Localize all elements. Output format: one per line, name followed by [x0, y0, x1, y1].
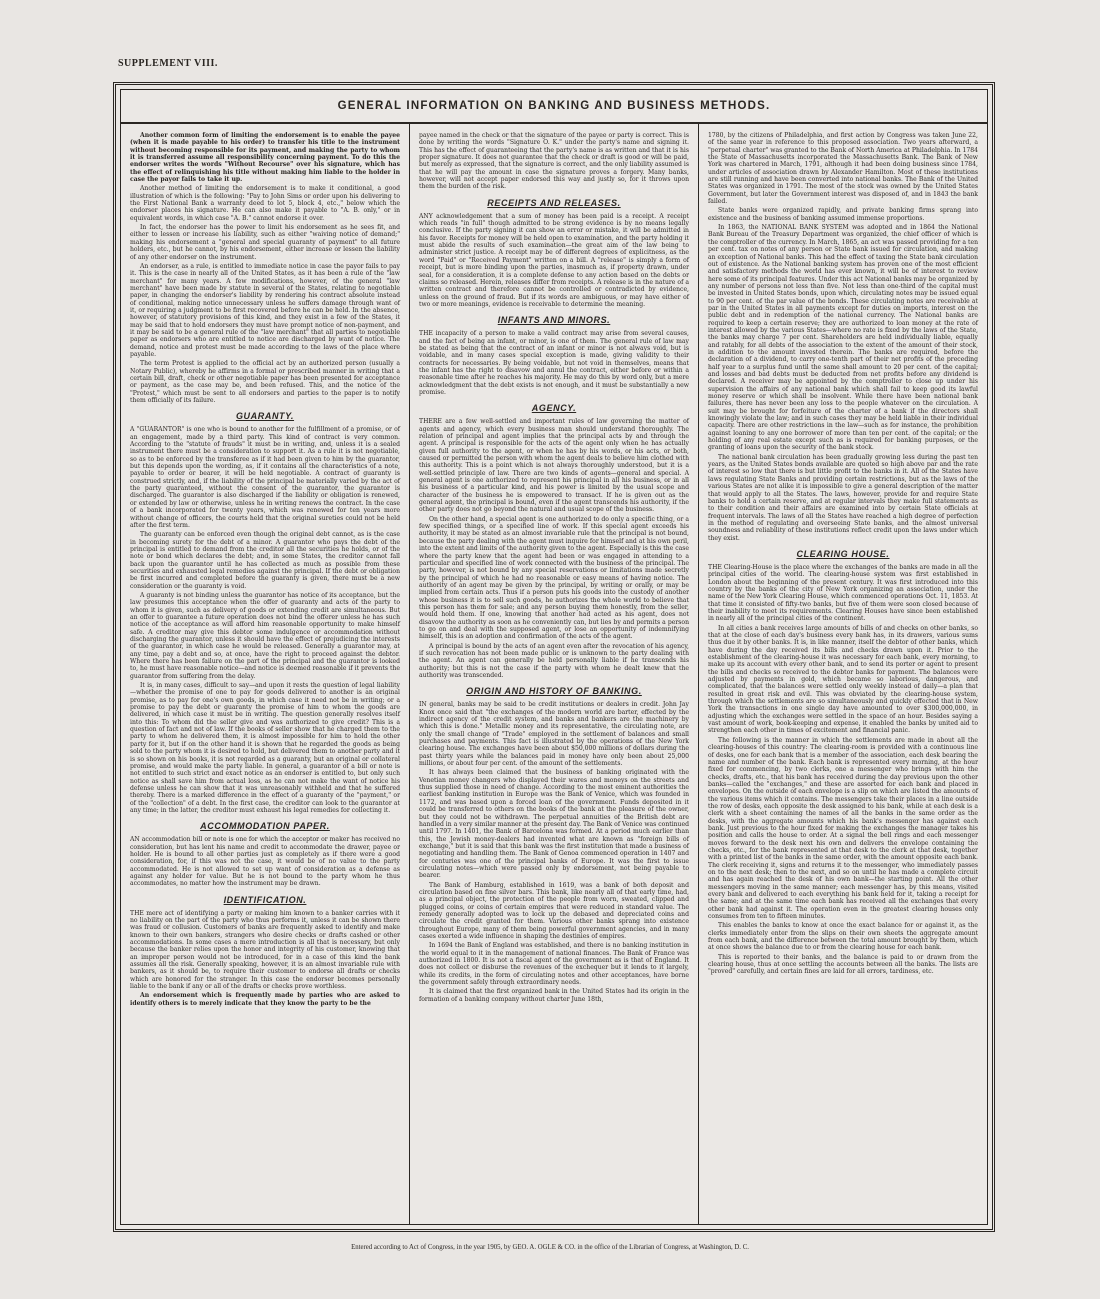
paragraph: THERE are a few well-settled and important rules of law governing the matter of agents and agency, which every business man should understand thoroughly. The relation of principal and agent implies that the principal acts by and through the agent. A principal is responsible for the acts of the agent only when he has actually given full authority to the agent, or when he has by his words, or his acts, or both, caused or permitted the person with whom the agent deals to believe him clothed with this authority. This is a point which is not always thoroughly understood, but it is a well-settled principle of law. There are two kinds of agents—general and special. A general agent is one authorized to represent his principal in all his business, or in all his business of a particular kind, and his power is limited by the usual scope and character of the business he is empowered to transact. If he is given out as the general agent, the principal is bound, even if the agent transcends his authority, if the other party does not go beyond the natural and usual scope of the business. [419, 418, 689, 514]
column-2 [409, 124, 698, 1224]
paragraph: In 1863, the NATIONAL BANK SYSTEM was adopted and in 1864 the National Bank Bureau of the Treasury Department was organized, the chief officer of which is the comptroller of the currency. In March, 1865, an act was passed providing for a ten per cent. tax on notes of any person or State bank issued for circulation, and making an exception of National banks. This had the effect of taxing the State bank circulation out of existence. As the National banking system has proven one of the most efficient and satisfactory methods the world has ever known, it will be of interest to review here some of its principal features. Under this act National banks may be organized by any number of persons not less than five. Not less than one-third of the capital must be invested in United States bonds, upon which, circulating notes may be issued equal to 90 per cent. of the par value of the bonds. These circulating notes are receivable at par in the United States in all payments except for duties on imports, interest on the public debt and in redemption of the national currency. The National banks are required to keep a certain reserve; they are authorized to loan money at the rate of interest allowed by the various States—where no rate is fixed by the laws of the State, the banks may charge 7 per cent. Shareholders are held individually liable, equally and ratably, for all debts of the association to the extent of the amount of their stock, in addition to the amount invested therein. The banks are required, before the declaration of a dividend, to carry one-tenth part of their net profits of the preceding half year to a surplus fund until the same shall amount to 20 per cent. of the capital; and losses and bad debts must be deducted from net profits before any dividend is declared. A receiver may be appointed by the comptroller to close up under his supervision the affairs of any national bank which shall fail to keep good its lawful money reserve or which shall be insolvent. While there have been national bank failures, there has never been any loss to the people whatever on the circulation. A suit may be brought for forfeiture of the charter of a bank if the directors shall knowingly violate the law; and in such cases they may be held liable in their individual capacity. There are other restrictions in the law—such as for instance, the prohibition against loaning to any one borrower of more than ten per cent. of the capital; or the holding of any real estate except such as is required for banking purposes, or the granting of loans upon the security of the bank stock. [708, 224, 978, 452]
supplement-label: SUPPLEMENT VIII. [118, 58, 218, 69]
paragraph: State banks were organized rapidly, and private banking firms sprang into existence and the business of banking assumed immense proportions. [708, 207, 978, 222]
column-3 [698, 124, 987, 1224]
paragraph: THE incapacity of a person to make a valid contract may arise from several causes, and the fact of being an infant, or minor, is one of them. The general rule of law may be stated as being that the contract of an infant or minor is not always void, but is voidable, and in many cases special exception is made, giving validity to their contracts for necessaries. By being voidable, but not void in themselves, means that the infant has the right to disavow and annul the contract, either before or within a reasonable time after he reaches his majority. He may do this by word only, but a mere acknowledgment that the debt exists is not enough, and it must be substantially a new promise. [419, 330, 689, 396]
paragraph: A "GUARANTOR" is one who is bound to another for the fulfillment of a promise, or of an engagement, made by a third party. This kind of contract is very common. According to the "statute of frauds" it must be in writing, and, unless it is a sealed instrument there must be a consideration to support it. As a rule it is not negotiable, so as to be enforced by the transferee as if it had been given to him by the guarantor, but this depends upon the wording, as, if it contains all the characteristics of a note, payable to order or bearer, it will be held negotiable. A contract of guaranty is construed strictly, and, if the liability of the principal be materially varied by the act of the party guaranteed, without the consent of the guarantor, the guarantor is discharged. The guarantor is also discharged if the liability or obligation is renewed, or extended by law or otherwise, unless he in writing renews the contract. In the case of a bank incorporated for twenty years, which was renewed for ten years more without change of officers, the courts held that the original sureties could not be held after the first term. [130, 426, 400, 529]
copyright-footer: Entered according to Act of Congress, in the year 1905, by GEO. A. OGLE & CO. in the office of the Librarian of Congress, at Washington, D. C. [351, 1244, 749, 1251]
paragraph: AN accommodation bill or note is one for which the acceptor or maker has received no consideration, but has lent his name and credit to accommodate the drawer, payee or holder. He is bound to all other parties just as completely as if there were a good consideration, for, if this was not the case, it would be of no value to the party accommodated. He is not allowed to set up want of consideration as a defense as against any holder for value. But he is not bound to the party whom he thus accommodates, no matter how the instrument may be drawn. [130, 836, 400, 888]
paragraph: It has always been claimed that the business of banking originated with the Venetian money changers who displayed their wares and moneys on the streets and thus supplied those in need of change. According to the most eminent authorities the earliest banking institution in Europe was the Bank of Venice, which was founded in 1172, and was based upon a forced loan of the government. Funds deposited in it could be transferred to others on the books of the bank at the pleasure of the owner, but they could not be withdrawn. The perpetual annuities of the British debt are handled in a very similar manner at the present day. The Bank of Venice was continued until 1797. In 1401, the Bank of Barcelona was formed. At a period much earlier than this, the Jewish money-dealers had invented what are known as "foreign bills of exchange," but it is said that this bank was the first institution that made a business of negotiating and handling them. The Bank of Genoa commenced operation in 1407 and for centuries was one of the principal banks of Europe. It was the first to issue circulating notes—which were passed only by endorsement, not being payable to bearer. [419, 769, 689, 880]
heading-agency: AGENCY. [531, 403, 577, 414]
paragraph: The guaranty can be enforced even though the original debt cannot, as is the case in becoming surety for the debt of a minor. A guarantor who pays the debt of the principal is entitled to demand from the creditor all the securities he holds, or of the note or bond which declares the debt; and, in some States, the creditor cannot fall back upon the guarantor until he has collected as much as possible from these securities and exhausted legal remedies against the principal. If the debt or obligation be first incurred and completed before the guaranty is given, there must be a new consideration or the guaranty is void. [130, 531, 400, 590]
paragraph: payee named in the check or that the signature of the payee or party is correct. This is done by writing the words "Signature O. K." under the party's name and signing it. This has the effect of guaranteeing that the party's name is as written and that it is his proper signature. It does not guarantee that the check or draft is good or will be paid, but merely as expressed, that the signature is correct, and the only liability assumed is that he will pay the amount in case the signature proves a forgery. Many banks, however, will not accept paper endorsed this way and justly so, for it throws upon them the burden of the risk. [419, 132, 689, 191]
column-1 [121, 124, 409, 1224]
paragraph: A guaranty is not binding unless the guarantor has notice of its acceptance, but the law presumes this acceptance when the offer of guaranty and acts of the party to whom it is given, such as delivery of goods or extending credit are simultaneous. But an offer to guarantee a future operation does not bind the offerer unless he has such notice of the acceptance as will afford him reasonable opportunity to make himself safe. A creditor may give this debtor some indulgence or accommodation without discharging the guarantor, unless it should have the effect of prejudicing the interests of the guarantor, in which case he would be released. Generally a guarantor may, at any time, pay a debt and so, at once, have the right to proceed against the debtor. Where there has been failure on the part of the principal and the guarantor is looked to, he must have reasonable notice—and notice is deemed reasonable if it prevents the guarantor from suffering from the delay. [130, 591, 400, 680]
paragraph: The following is the manner in which the settlements are made in about all the clearing-houses of this country: The clearing-room is provided with a continuous line of desks, one for each bank that is a member of the association, each desk bearing the name and number of the bank. Each bank is represented every morning, at the hour fixed for commencing, by two clerks, one a messenger who brings with him the checks, drafts, etc., that his bank has received during the day previous upon the other banks—called the "exchanges," and these are assorted for each bank and placed in envelopes. On the outside of each envelope is a slip on which are listed the amounts of the various items which it contains. The messengers take their places in a line outside the row of desks, each opposite the desk assigned to his bank, while at each desk is a clerk with a sheet containing the names of all the banks in the same order as the desks, with the aggregate amounts which his bank's messenger has against each bank. Just previous to the hour fixed for making the exchanges the manager takes his position and calls the house to order. At a signal the bell rings and each messenger moves forward to the desk next his own and delivers the envelope containing the checks, etc., for the bank represented at that desk to the clerk at that desk, together with a printed list of the banks in the same order, with the amount opposite each bank. The clerk receiving it, signs and returns it to the messenger, who immediately passes on to the next desk; then to the next, and so on until he has made a complete circuit and has again reached the desk of his own bank—the starting point. All the other messengers moving in the same manner; each messenger has, by this means, visited every bank and delivered to each everything his bank held for it, taking a receipt for the same; and at the same time each bank has received all the exchanges that every other bank had against it. The operation even in the greatest clearing houses only consumes from ten to fifteen minutes. [708, 736, 978, 921]
paragraph: The term Protest is applied to the official act by an authorized person (usually a Notary Public), whereby he affirms in a formal or prescribed manner in writing that a certain bill, draft, check or other negotiable paper has been presented for acceptance or payment, as the case may be, and been refused. This, and the notice of the "Protest," which must be sent to all endorsers and parties to the paper is to notify them officially of its failure. [130, 360, 400, 405]
paragraph: An endorser, as a rule, is entitled to immediate notice in case the payor fails to pay it. This is the case in nearly all of the United States, as it has been a rule of the "law merchant" for many years. A few modifications, however, of the general "law merchant" have been made by statute in several of the States, relating to negotiable paper, in changing the endorser's liability by rendering his contract absolute instead of conditional, making notice unnecessary unless he suffers damage through want of it, or requiring a judgment to be first recovered before he can be held. In the absence, however, of statutory provisions of this kind, and they exist in a few of the States, it may be said that to hold endorsers they must have prompt notice of non-payment, and it may be said to be a general rule of the "law merchant" that all parties to negotiable paper as endorsers who are entitled to notice are discharged by want of notice. The demand, notice and protest must be made according to the laws of the place where payable. [130, 262, 400, 358]
heading-origin-and-history-of-banking: ORIGIN AND HISTORY OF BANKING. [466, 686, 642, 697]
columns [121, 124, 987, 1224]
paragraph: This is reported to their banks, and the balance is paid to or drawn from the clearing house, thus at once settling the accounts between all the banks. The lists are "proved" carefully, and certain fines are laid for all errors, tardiness, etc. [708, 953, 978, 976]
paragraph: It is, in many cases, difficult to say—and upon it rests the question of legal liability—whether the promise of one to pay for goods delivered to another is an original promise, as to pay for one's own goods, in which case it need not be in writing; or a promise to pay the debt or guaranty the promise of him to whom the goods are delivered, in which case it must be in writing. The question generally resolves itself into this: To whom did the seller give and was authorized to give credit? This is a question of fact and not of law. If the books of seller show that he charged them to the party to whom he delivered them, it is almost impossible for him to hold the other party for it, but if on the other hand it is shown that he regarded the goods as being sold to the party whom it is desired to hold, but delivered them to another party and it is so shown on his books, it is not regarded as a guaranty, but an original or collateral promise, and would make the party liable. In general, a guarantor of a bill or note is not entitled to such strict and exact notice as an endorser is entitled to, but only such notice as shall save him from actual loss, as he can not make the want of notice his defense unless he can show that it was unreasonably withheld and that he suffered thereby. There is a marked difference in the effect of a guaranty of the "payment," or of the "collection" of a debt. In the first case, the creditor can look to the guarantor at any time; in the latter, the creditor must exhaust his legal remedies for collecting it. [130, 682, 400, 814]
paragraph: The national bank circulation has been gradually growing less during the past ten years, as the United States bonds available are quoted so high above par and the rate of interest so low that there is but little profit to the banks in it. All of the States have laws regulating State Banks and providing certain restrictions, but as the laws of the various States are not alike it is impossible to give a general description of the matter that would apply to all the States. The laws, however, provide for and require State banks to hold a certain reserve, and at regular intervals they make full statements as to their condition and their affairs are examined into by certain State officials at frequent intervals. The laws of all the States have reached a high degree of perfection in the method of regulating and overseeing State banks, and the almost universal soundness and reliability of these institutions reflect credit upon the laws under which they exist. [708, 453, 978, 542]
paragraph: On the other hand, a special agent is one authorized to do only a specific thing, or a few specified things, or a specified line of work. If this special agent exceeds his authority, it may be stated as an almost invariable rule that the principal is not bound, because the party dealing with the agent must inquire for himself and at his own peril, into the extent and limits of the authority given to the agent. Especially is this the case where the party knew that the agent had been or was engaged in attending to a particular and specified line of work connected with the business of the principal. The party, however, is not bound by any special reservations or limitations made secretly by the principal of which he had no reasonable or easy means of having notice. The authority of an agent may be given by the principal, by writing or orally, or may be implied from certain acts. Thus if a person puts his goods into the custody of another whose business it is to sell such goods, he authorizes the whole world to believe that this person has them for sale; and any person buying them honestly, from the seller, would hold them. If one, knowing that another had acted as his agent, does not disavow the authority as soon as he conveniently can, but lies by and permits a person to go on and deal with the supposed agent, or lose an opportunity of indemnifying himself, this is an adoption and confirmation of the acts of the agent. [419, 515, 689, 641]
heading-accommodation-paper: ACCOMMODATION PAPER. [200, 821, 330, 832]
heading-infants-and-minors: INFANTS AND MINORS. [497, 315, 611, 326]
paragraph: THE Clearing-House is the place where the exchanges of the banks are made in all the principal cities of the world. The clearing-house system was first established in London about the beginning of the present century. It was first introduced into this country by the banks of the city of New York organizing an association, under the name of the New York Clearing House, which commenced operations Oct. 11, 1853. At that time it consisted of fifty-two banks, but five of them were soon closed because of their inability to meet its requirements. Clearing Houses have since been established in nearly all of the principal cities of the continent. [708, 563, 978, 623]
page-title: GENERAL INFORMATION ON BANKING AND BUSINESS METHODS. [337, 100, 771, 112]
paragraph: IN general, banks may be said to be credit institutions or dealers in credit. John Jay Knox once said that "the exchanges of the modern world are barter, effected by the indirect agency of the credit system, and banks and bankers are the machinery by which this is done." Metallic money and its representative, the circulating note, are only the small change of "Trade" employed in the settlement of balances and small purchases and payments. This fact is illustrated by the operations of the New York clearing house. The exchanges have been about $50,000 millions of dollars during the past thirty years while the balances paid in money have only been about 25,000 millions, or about four per cent. of the amount of the settlements. [419, 701, 689, 768]
paragraph: The Bank of Hamburg, established in 1619, was a bank of both deposit and circulation based on fine silver bars. This bank, like nearly all of that early time, had, as a principal object, the protection of the people from worn, sweated, clipped and plugged coins, or coins of certain empires that were reduced in standard value. The remedy generally adopted was to lock up the debased and depreciated coins and circulate the credit granted for them. Various other banks sprang into existence throughout Europe, many of them being powerful government agencies, and in many cases exerted a wide influence in shaping the destinies of empires. [419, 881, 689, 940]
paragraph: THE mere act of identifying a party or making him known to a banker carries with it no liability on the part of the party who thus performs it, unless it can be shown there was fraud or collusion. Customers of banks are frequently asked to identify and make known to their own bankers, strangers who desire checks or drafts cashed or other accommodations. In some cases a mere introduction is all that is necessary, but only because the banker relies upon the honor and integrity of his customer, knowing that an improper person would not be introduced, for in a case of this kind the bank assumes all the risk. Generally speaking, however, it is an almost invariable rule with bankers, as it should be, to require their customer to endorse all drafts or checks which are honored for the stranger. In this case the endorser becomes personally liable to the bank if any or all of the drafts or checks prove worthless. [130, 909, 400, 991]
heading-receipts-and-releases: RECEIPTS AND RELEASES. [487, 197, 621, 208]
article-frame [113, 82, 995, 1232]
title-bar [121, 90, 987, 124]
heading-identification: IDENTIFICATION. [223, 894, 307, 905]
paragraph: This enables the banks to know at once the exact balance for or against it, as the clerks immediately enter from the slips on their own sheets the aggregate amount from each bank, and the difference between the total amount brought by them, which at once shows the balance due to or from the clearing house for each bank. [708, 922, 978, 952]
article-frame-inner [120, 89, 988, 1225]
paragraph: A principal is bound by the acts of an agent even after the revocation of his agency, if such revocation has not been made public or is unknown to the party dealing with the agent. An agent can generally be held personally liable if he transcends his authority; but this is not the case if the party with whom he dealt knew that the authority was transcended. [419, 642, 689, 679]
paragraph: In fact, the endorser has the power to limit his endorsement as he sees fit, and either to lessen or increase his liability, such as either "waiving notice of demand;" making his endorsement a "general and special guaranty of payment" to all future holders, etc., but he cannot, by his endorsement, either increase or lessen the liability of any other endorser on the instrument. [130, 224, 400, 261]
paragraph: Another common form of limiting the endorsement is to enable the payee (when it is made payable to his order) to transfer his title to the instrument without becoming responsible for its payment, and making the party to whom it is transferred assume all responsibility concerning payment. To do this the endorser writes the words "Without Recourse" over his signature, which has the effect of relinquishing his title without making him liable to the holder in case the payor fails to take it up. [130, 132, 400, 184]
paragraph: In all cities a bank receives large amounts of bills of and checks on other banks, so that at the close of each day's business every bank has, in its drawers, various sums thus due it by other banks. It is, in like manner, itself the debtor of other banks, which have during the day received its bills and checks drawn upon it. Prior to the establishment of the clearing-house it was necessary for each bank, every morning, to make up its account with every other bank, and to send its porter or agent to present the bills and checks so received to the debtor banks for payment. The balances were adjusted by payments in gold, which became so laborious, dangerous, and complicated, that the balances were settled only weekly instead of daily—a plan that resulted in great risk and evil. This was obviated by the clearing-house system, through which the settlements are so simultaneously and quickly effected that in New York the transactions in one single day have amounted to over $300,000,000, in adjusting which the exchanges were settled in the space of an hour. Besides saying a vast amount of work, book-keeping and expense, it enabled the banks by united aid to strengthen each other in times of excitement and financial panic. [708, 624, 978, 735]
paragraph: ANY acknowledgement that a sum of money has been paid is a receipt. A receipt which reads "in full" though admitted to be strong evidence is by no means legally conclusive. If the party signing it can show an error or mistake, it will be admitted in his favor. Receipts for money will be held open to examination, and the party holding it must abide the results of such examination—the great aim of the law being to administer strict justice. A receipt may be of different degrees of explicitness, as the word "Paid" or "Received Payment" written on a bill. A "release" is simply a form of receipt, but is more binding upon the parties, inasmuch as, if property drawn, under seal, for a consideration, it is a complete defense to any action based on the debts or claims so released. Herein, releases differ from receipts. A release is in the nature of a written contract and therefore cannot be controlled or contradicted by evidence, unless on the ground of fraud. But if its words are ambiguous, or may have either of two or more meanings, evidence is receivable to determine the meaning. [419, 212, 689, 308]
paragraph: In 1694 the Bank of England was established, and there is no banking institution in the world equal to it in the management of national finances. The Bank of France was authorized in 1800. It is not a fiscal agent of the government as is that of England. It does not collect or disburse the revenues of the exchequer but it lends to it largely, while its credits, in the form of circulating notes and other acceptances, have borne the government safely through extraordinary needs. [419, 942, 689, 987]
paragraph: An endorsement which is frequently made by parties who are asked to identify others is to merely indicate that they know the party to be the [130, 992, 400, 1007]
heading-clearing-house: CLEARING HOUSE. [796, 548, 890, 559]
paragraph: Another method of limiting the endorsement is to make it conditional, a good illustration of which is the following: "Pay to John Sims or order upon his delivering to the First National Bank a warranty deed to lot 5, block 4, etc.," below which the endorser places his signature. He can also make it payable to "A. B. only," or in equivalent words, in which case "A. B." cannot endorse it over. [130, 185, 400, 222]
paragraph: It is claimed that the first organized bank in the United States had its origin in the formation of a banking company without charter June 18th, [419, 988, 689, 1003]
paragraph: 1780, by the citizens of Philadelphia, and first action by Congress was taken June 22, of the same year in reference to this proposed association. Two years afterward, a "perpetual charter" was granted to the Bank of North America at Philadelphia. In 1784 the State of Massachusetts incorporated the Massachusetts Bank. The Bank of New York was chartered in March, 1791, although it had been doing business since 1784, under articles of association drawn by Alexander Hamilton. Most of these institutions are still running and have been converted into national banks. The Bank of the United States was organized in 1791. The most of the stock was owned by the United States Government, but later the Government interest was disposed of, and in 1843 the bank failed. [708, 132, 978, 206]
heading-guaranty: GUARANTY. [235, 411, 295, 422]
